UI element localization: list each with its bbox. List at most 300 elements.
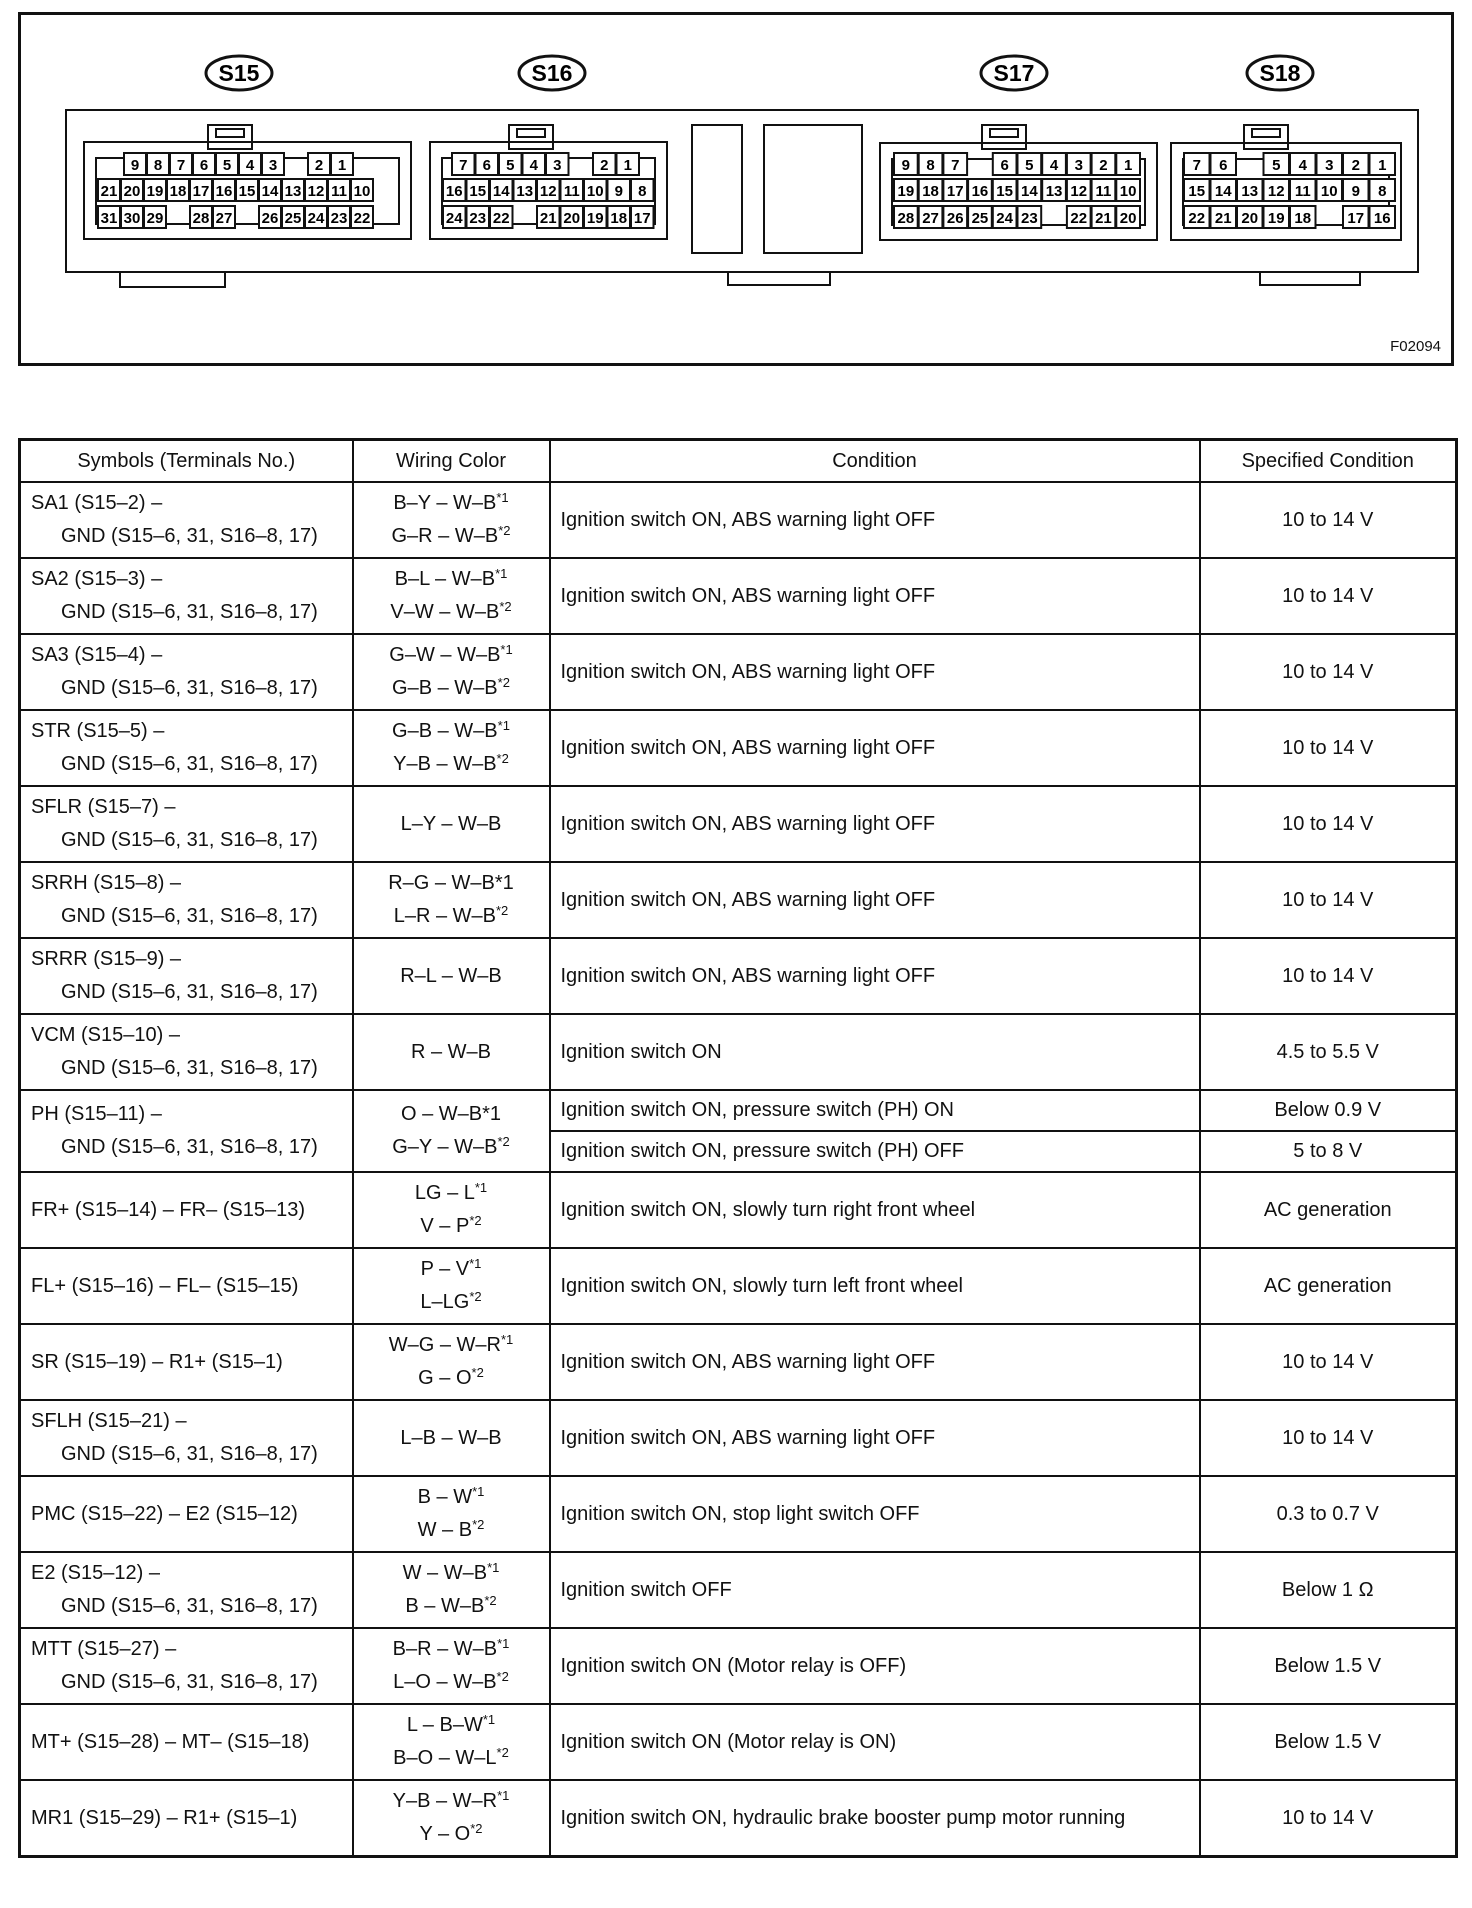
- wiring-color-line: [364, 1590, 539, 1623]
- wiring-color-text: G–B – W–B: [392, 720, 498, 742]
- wiring-color-line: [364, 1036, 539, 1069]
- footnote-marker: *2: [496, 751, 509, 766]
- footnote-marker: *1: [474, 1180, 488, 1195]
- terminal-number: 16: [1373, 210, 1391, 227]
- terminal-number: 28: [897, 210, 915, 227]
- terminal-number: 15: [469, 183, 487, 200]
- terminal-number: 31: [100, 210, 118, 227]
- footnote-marker: *2: [497, 675, 510, 690]
- specification-table: [18, 438, 1458, 1858]
- symbol-text: SA3 (S15–4) –: [31, 644, 163, 666]
- terminal-number: 15: [1188, 183, 1206, 200]
- terminal-number: 8: [153, 157, 163, 174]
- wiring-color-line: [364, 1785, 539, 1818]
- terminal-number: 2: [600, 157, 609, 174]
- terminal-number: 4: [245, 157, 255, 174]
- wiring-color-text: W – W–B: [402, 1562, 488, 1584]
- specified-condition-cell: AC generation: [1200, 1248, 1457, 1324]
- symbol-text: FR+ (S15–14) – FR– (S15–13): [31, 1198, 306, 1221]
- table-row: [20, 1476, 1457, 1552]
- table-row: [20, 634, 1457, 710]
- terminal-number: 13: [1241, 183, 1259, 200]
- specified-condition-cell: 10 to 14 V: [1200, 482, 1457, 558]
- terminal-number: 3: [553, 157, 562, 174]
- table-row: [20, 1248, 1457, 1324]
- symbol-text: MTT (S15–27) –: [31, 1638, 177, 1660]
- symbol-text: GND (S15–6, 31, S16–8, 17): [61, 829, 318, 851]
- condition-cell: Ignition switch ON, pressure switch (PH) OFF: [550, 1131, 1200, 1172]
- wiring-color-text: G–W – W–B: [389, 644, 501, 666]
- terminal-number: 21: [539, 210, 557, 227]
- condition-cell: Ignition switch ON, hydraulic brake booster pump motor running: [550, 1780, 1200, 1857]
- terminal-number: 14: [261, 183, 279, 200]
- wiring-color-line: [364, 1666, 539, 1699]
- terminal-number: 10: [1320, 183, 1338, 200]
- symbol-cell: [20, 1324, 353, 1400]
- terminal-number: 23: [1021, 210, 1038, 227]
- wiring-color-line: [364, 487, 539, 520]
- terminal-number: 22: [1070, 210, 1088, 227]
- wiring-color-line: [364, 900, 539, 933]
- terminal-number: 17: [633, 210, 651, 227]
- terminal-number: 11: [563, 183, 580, 200]
- terminal-number: 20: [123, 183, 141, 200]
- condition-cell: Ignition switch ON, ABS warning light OFF: [550, 634, 1200, 710]
- symbol-text: SRRR (S15–9) –: [31, 948, 182, 970]
- terminal-number: 19: [586, 210, 604, 227]
- terminal-number: 9: [130, 157, 140, 174]
- symbol-cell: [20, 1014, 353, 1090]
- terminal-number: 11: [1294, 183, 1311, 200]
- condition-cell: Ignition switch ON, ABS warning light OFF: [550, 710, 1200, 786]
- terminal-number: 3: [1074, 157, 1083, 174]
- terminal-number: 12: [307, 183, 325, 200]
- footnote-marker: *2: [469, 1213, 482, 1228]
- terminal-number: 3: [1325, 157, 1334, 174]
- specified-condition-cell: Below 1.5 V: [1200, 1704, 1457, 1780]
- wiring-color-cell: [353, 1628, 550, 1704]
- symbol-cell: [20, 634, 353, 710]
- terminal-number: 8: [638, 183, 647, 200]
- specified-condition-cell: AC generation: [1200, 1172, 1457, 1248]
- condition-cell: Ignition switch ON, pressure switch (PH) ON: [550, 1090, 1200, 1131]
- terminal-number: 24: [996, 210, 1013, 227]
- connector-key-slot: [216, 129, 244, 137]
- wiring-color-line: [364, 1557, 539, 1590]
- terminal-number: 10: [1119, 183, 1137, 200]
- bottom-tab: [120, 272, 225, 287]
- header-specified-condition: Specified Condition: [1200, 440, 1457, 483]
- wiring-color-cell: [353, 1090, 550, 1172]
- wiring-color-cell: [353, 1014, 550, 1090]
- terminal-number: 17: [192, 183, 210, 200]
- wiring-color-text: Y – O: [419, 1823, 471, 1845]
- specified-condition-cell: 10 to 14 V: [1200, 1780, 1457, 1857]
- terminal-number: 4: [529, 157, 538, 174]
- terminal-number: 29: [146, 210, 164, 227]
- bottom-tab: [728, 272, 830, 285]
- terminal-number: 10: [586, 183, 604, 200]
- terminal-number: 19: [146, 183, 164, 200]
- specified-condition-cell: 10 to 14 V: [1200, 1400, 1457, 1476]
- table-row: [20, 1014, 1457, 1090]
- symbol-text: E2 (S15–12) –: [31, 1562, 160, 1584]
- terminal-number: 16: [215, 183, 233, 200]
- table-row: [20, 1400, 1457, 1476]
- terminal-number: 5: [1272, 157, 1281, 174]
- table-row: [20, 1704, 1457, 1780]
- connector-label: S16: [531, 60, 573, 86]
- symbol-text: GND (S15–6, 31, S16–8, 17): [61, 525, 318, 547]
- symbol-text: GND (S15–6, 31, S16–8, 17): [61, 1443, 318, 1465]
- footnote-marker: *2: [471, 1365, 484, 1380]
- terminal-number: 3: [268, 157, 278, 174]
- wiring-color-line: [364, 596, 539, 629]
- wiring-color-line: [364, 1177, 539, 1210]
- wiring-color-line: [364, 960, 539, 993]
- terminal-number: 12: [539, 183, 557, 200]
- terminal-number: 22: [492, 210, 510, 227]
- wiring-color-text: V–W – W–B: [390, 601, 500, 623]
- terminal-number: 27: [922, 210, 939, 227]
- terminal-number: 6: [482, 157, 491, 174]
- specified-condition-cell: 10 to 14 V: [1200, 938, 1457, 1014]
- terminal-number: 23: [330, 210, 348, 227]
- wiring-color-text: L–Y – W–B: [400, 812, 502, 835]
- terminal-number: 16: [971, 183, 989, 200]
- terminal-number: 8: [926, 157, 935, 174]
- wiring-color-text: W–G – W–R: [388, 1334, 501, 1356]
- terminal-number: 24: [307, 210, 325, 227]
- wiring-color-line: [364, 1253, 539, 1286]
- wiring-color-cell: [353, 862, 550, 938]
- table-row: [20, 1090, 1457, 1131]
- condition-cell: Ignition switch ON, ABS warning light OFF: [550, 862, 1200, 938]
- condition-cell: Ignition switch ON, ABS warning light OFF: [550, 1324, 1200, 1400]
- condition-cell: Ignition switch ON, ABS warning light OFF: [550, 558, 1200, 634]
- wiring-color-text: G–R – W–B: [391, 525, 499, 547]
- table-row: [20, 710, 1457, 786]
- specified-condition-cell: 0.3 to 0.7 V: [1200, 1476, 1457, 1552]
- wiring-color-text: R – W–B: [410, 1040, 492, 1063]
- connector-diagram: [21, 15, 1451, 363]
- table-row: [20, 558, 1457, 634]
- header-wiring-color: Wiring Color: [353, 440, 550, 483]
- wiring-color-line: [364, 1362, 539, 1395]
- terminal-number: 18: [1294, 210, 1312, 227]
- condition-cell: Ignition switch ON, ABS warning light OFF: [550, 786, 1200, 862]
- wiring-color-line: [364, 867, 539, 900]
- terminal-number: 4: [1049, 157, 1059, 174]
- wiring-color-text: R–G – W–B*1: [388, 872, 514, 894]
- wiring-color-cell: [353, 710, 550, 786]
- figure-code: F02094: [1390, 338, 1441, 355]
- symbol-cell: [20, 710, 353, 786]
- wiring-color-cell: [353, 482, 550, 558]
- specified-condition-cell: 10 to 14 V: [1200, 558, 1457, 634]
- terminal-number: 14: [1021, 183, 1038, 200]
- terminal-number: 27: [215, 210, 233, 227]
- specified-condition-cell: 10 to 14 V: [1200, 786, 1457, 862]
- footnote-marker: *1: [497, 1788, 510, 1803]
- symbol-text: GND (S15–6, 31, S16–8, 17): [61, 1136, 318, 1158]
- terminal-number: 5: [1025, 157, 1034, 174]
- footnote-marker: *2: [472, 1517, 485, 1532]
- terminal-number: 20: [1119, 210, 1137, 227]
- center-block: [764, 125, 862, 253]
- footnote-marker: *2: [495, 903, 509, 918]
- wiring-color-line: [364, 520, 539, 553]
- wiring-color-text: G–Y – W–B: [392, 1136, 498, 1158]
- wiring-color-line: [364, 1742, 539, 1775]
- wiring-color-cell: [353, 1324, 550, 1400]
- specified-condition-cell: 5 to 8 V: [1200, 1131, 1457, 1172]
- footnote-marker: *1: [472, 1484, 485, 1499]
- terminal-number: 21: [1214, 210, 1232, 227]
- footnote-marker: *2: [497, 1134, 510, 1149]
- wiring-color-text: V – P: [420, 1215, 470, 1237]
- condition-cell: Ignition switch ON, ABS warning light OFF: [550, 482, 1200, 558]
- footnote-marker: *2: [499, 599, 512, 614]
- symbol-text: SA2 (S15–3) –: [31, 568, 163, 590]
- symbol-cell: [20, 1400, 353, 1476]
- table-row: [20, 786, 1457, 862]
- center-block: [692, 125, 742, 253]
- footnote-marker: *1: [496, 490, 509, 505]
- condition-cell: Ignition switch ON, ABS warning light OFF: [550, 938, 1200, 1014]
- wiring-color-text: Y–B – W–R: [392, 1790, 498, 1812]
- terminal-number: 22: [353, 210, 371, 227]
- table-row: [20, 482, 1457, 558]
- terminal-number: 2: [1099, 157, 1108, 174]
- terminal-number: 30: [123, 210, 141, 227]
- footnote-marker: *1: [482, 1712, 496, 1727]
- symbol-text: GND (S15–6, 31, S16–8, 17): [61, 905, 318, 927]
- wiring-color-line: [364, 1131, 539, 1164]
- connector-key-slot: [990, 129, 1018, 137]
- connector-label: S17: [993, 60, 1035, 86]
- wiring-color-line: [364, 715, 539, 748]
- specified-condition-cell: 4.5 to 5.5 V: [1200, 1014, 1457, 1090]
- terminal-number: 23: [469, 210, 487, 227]
- symbol-cell: [20, 558, 353, 634]
- wiring-color-line: [364, 563, 539, 596]
- terminal-number: 12: [1267, 183, 1285, 200]
- terminal-number: 19: [1267, 210, 1285, 227]
- header-condition: Condition: [550, 440, 1200, 483]
- terminal-number: 7: [459, 157, 468, 174]
- symbol-text: VCM (S15–10) –: [31, 1024, 180, 1046]
- terminal-number: 17: [1347, 210, 1365, 227]
- footnote-marker: *2: [496, 1745, 509, 1760]
- terminal-number: 15: [996, 183, 1013, 200]
- terminal-number: 10: [353, 183, 371, 200]
- table-header-row: [20, 440, 1457, 483]
- terminal-number: 24: [445, 210, 463, 227]
- terminal-number: 6: [1000, 157, 1009, 174]
- terminal-number: 7: [1192, 157, 1201, 174]
- terminal-number: 11: [331, 183, 347, 200]
- wiring-color-line: [364, 1818, 539, 1851]
- wiring-color-text: L–LG: [420, 1291, 470, 1313]
- wiring-color-cell: [353, 786, 550, 862]
- footnote-marker: *1: [495, 566, 508, 581]
- wiring-color-cell: [353, 1172, 550, 1248]
- terminal-number: 21: [1095, 210, 1112, 227]
- symbol-cell: [20, 482, 353, 558]
- wiring-color-text: B – W: [417, 1486, 473, 1508]
- table-row: [20, 862, 1457, 938]
- footnote-marker: *1: [487, 1560, 500, 1575]
- footnote-marker: *1: [500, 642, 513, 657]
- condition-cell: Ignition switch ON (Motor relay is OFF): [550, 1628, 1200, 1704]
- specified-condition-cell: Below 0.9 V: [1200, 1090, 1457, 1131]
- footnote-marker: *1: [497, 718, 510, 733]
- wiring-color-line: [364, 748, 539, 781]
- wiring-color-cell: [353, 634, 550, 710]
- terminal-number: 25: [971, 210, 989, 227]
- terminal-number: 16: [445, 183, 463, 200]
- wiring-color-text: L–R – W–B: [393, 905, 496, 927]
- condition-cell: Ignition switch ON, ABS warning light OFF: [550, 1400, 1200, 1476]
- terminal-number: 7: [176, 157, 186, 174]
- wiring-color-line: [364, 1329, 539, 1362]
- terminal-number: 18: [922, 183, 939, 200]
- terminal-number: 11: [1095, 183, 1112, 200]
- footnote-marker: *1: [500, 1332, 514, 1347]
- symbol-text: GND (S15–6, 31, S16–8, 17): [61, 753, 318, 775]
- footnote-marker: *2: [470, 1821, 483, 1836]
- symbol-text: STR (S15–5) –: [31, 720, 165, 742]
- terminal-number: 1: [1123, 157, 1133, 174]
- condition-cell: Ignition switch ON, slowly turn left front wheel: [550, 1248, 1200, 1324]
- wiring-color-text: P – V: [420, 1258, 470, 1280]
- wiring-color-text: B – W–B: [405, 1595, 485, 1617]
- terminal-number: 13: [284, 183, 302, 200]
- terminal-number: 12: [1070, 183, 1088, 200]
- terminal-number: 21: [100, 183, 118, 200]
- specified-condition-cell: Below 1.5 V: [1200, 1628, 1457, 1704]
- condition-cell: Ignition switch ON: [550, 1014, 1200, 1090]
- symbol-cell: [20, 1780, 353, 1857]
- wiring-color-text: B–O – W–L: [393, 1747, 497, 1769]
- symbol-cell: [20, 786, 353, 862]
- terminal-number: 6: [1219, 157, 1228, 174]
- terminal-number: 19: [897, 183, 915, 200]
- condition-cell: Ignition switch OFF: [550, 1552, 1200, 1628]
- symbol-text: SA1 (S15–2) –: [31, 492, 163, 514]
- terminal-number: 1: [1378, 157, 1387, 174]
- table-row: [20, 938, 1457, 1014]
- terminal-number: 9: [614, 183, 623, 200]
- table-body: [20, 482, 1457, 1857]
- bottom-tab: [1260, 272, 1360, 285]
- condition-cell: Ignition switch ON, stop light switch OFF: [550, 1476, 1200, 1552]
- condition-cell: Ignition switch ON, slowly turn right front wheel: [550, 1172, 1200, 1248]
- symbol-cell: [20, 1248, 353, 1324]
- connector-label: S15: [218, 60, 260, 86]
- symbol-cell: [20, 1552, 353, 1628]
- wiring-color-text: O – W–B*1: [400, 1103, 502, 1125]
- wiring-color-text: W – B: [417, 1519, 473, 1541]
- terminal-number: 20: [563, 210, 581, 227]
- wiring-color-line: [364, 672, 539, 705]
- footnote-marker: *1: [497, 1636, 510, 1651]
- wiring-color-text: L–B – W–B: [400, 1426, 502, 1449]
- wiring-color-text: L–O – W–B: [393, 1671, 497, 1693]
- symbol-text: GND (S15–6, 31, S16–8, 17): [61, 1671, 318, 1693]
- wiring-color-text: R–L – W–B: [400, 964, 502, 987]
- wiring-color-text: Y–B – W–B: [393, 753, 497, 775]
- symbol-cell: [20, 1090, 353, 1172]
- wiring-color-line: [364, 1286, 539, 1319]
- wiring-color-cell: [353, 1400, 550, 1476]
- wiring-color-line: [364, 1481, 539, 1514]
- symbol-cell: [20, 862, 353, 938]
- footnote-marker: *2: [484, 1593, 497, 1608]
- symbol-text: GND (S15–6, 31, S16–8, 17): [61, 677, 318, 699]
- symbol-text: SR (S15–19) – R1+ (S15–1): [31, 1350, 283, 1373]
- terminal-number: 9: [1351, 183, 1360, 200]
- table-row: [20, 1780, 1457, 1857]
- terminal-number: 7: [951, 157, 960, 174]
- terminal-number: 15: [238, 183, 256, 200]
- symbol-cell: [20, 1476, 353, 1552]
- table-row: [20, 1324, 1457, 1400]
- terminal-number: 13: [516, 183, 534, 200]
- wiring-color-text: B–L – W–B: [394, 568, 496, 590]
- terminal-number: 1: [337, 157, 347, 174]
- wiring-color-cell: [353, 1476, 550, 1552]
- specified-condition-cell: 10 to 14 V: [1200, 710, 1457, 786]
- wiring-color-text: L – B–W: [406, 1714, 483, 1736]
- wiring-color-cell: [353, 1704, 550, 1780]
- wiring-color-line: [364, 1422, 539, 1455]
- wiring-color-cell: [353, 1552, 550, 1628]
- symbol-text: GND (S15–6, 31, S16–8, 17): [61, 1595, 318, 1617]
- symbol-text: GND (S15–6, 31, S16–8, 17): [61, 1057, 318, 1079]
- footnote-marker: *2: [498, 523, 511, 538]
- condition-cell: Ignition switch ON (Motor relay is ON): [550, 1704, 1200, 1780]
- terminal-number: 18: [169, 183, 187, 200]
- symbol-cell: [20, 1704, 353, 1780]
- wiring-color-cell: [353, 558, 550, 634]
- connector-key-slot: [517, 129, 545, 137]
- terminal-number: 9: [901, 157, 911, 174]
- terminal-number: 28: [192, 210, 210, 227]
- symbol-text: SRRH (S15–8) –: [31, 872, 182, 894]
- terminal-number: 18: [610, 210, 628, 227]
- connector-key-slot: [1252, 129, 1280, 137]
- symbol-text: SFLH (S15–21) –: [31, 1410, 187, 1432]
- footnote-marker: *1: [469, 1256, 482, 1271]
- terminal-number: 14: [492, 183, 510, 200]
- wiring-color-cell: [353, 938, 550, 1014]
- footnote-marker: *2: [469, 1289, 482, 1304]
- terminal-number: 5: [506, 157, 515, 174]
- symbol-cell: [20, 938, 353, 1014]
- terminal-number: 20: [1241, 210, 1259, 227]
- wiring-color-cell: [353, 1248, 550, 1324]
- specified-condition-cell: 10 to 14 V: [1200, 862, 1457, 938]
- table-row: [20, 1628, 1457, 1704]
- symbol-text: MR1 (S15–29) – R1+ (S15–1): [31, 1806, 298, 1829]
- specified-condition-cell: 10 to 14 V: [1200, 634, 1457, 710]
- terminal-number: 8: [1378, 183, 1387, 200]
- terminal-number: 2: [1351, 157, 1360, 174]
- terminal-number: 26: [946, 210, 964, 227]
- symbol-cell: [20, 1628, 353, 1704]
